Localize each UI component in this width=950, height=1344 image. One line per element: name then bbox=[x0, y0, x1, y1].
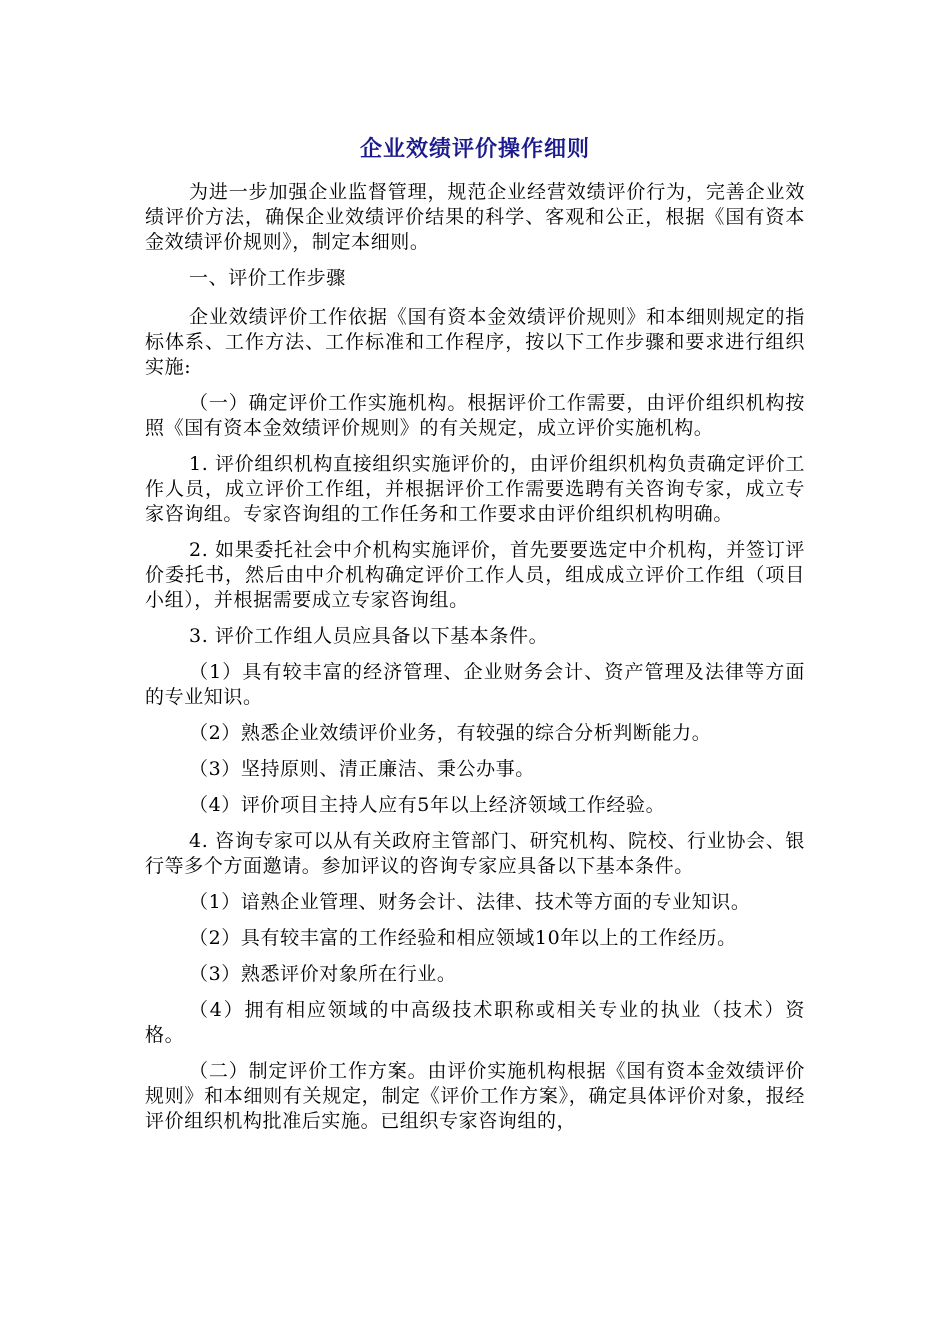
section-heading-1: 一、评价工作步骤 bbox=[189, 267, 346, 289]
list-item-4: 4. 咨询专家可以从有关政府主管部门、研究机构、院校、行业协会、银行等多个方面邀请。参加评议的咨询专家应具备以下基本条件。 bbox=[145, 830, 805, 877]
list-item-2: 2. 如果委托社会中介机构实施评价，首先要要选定中介机构，并签订评价委托书，然后由中介机构确定评价工作人员，组成成立评价工作组（项目小组），并根据需要成立专家咨询组。 bbox=[145, 539, 805, 611]
condition-item: （3）熟悉评价对象所在行业。 bbox=[189, 963, 457, 985]
condition-item: （2）具有较丰富的工作经验和相应领域10年以上的工作经历。 bbox=[189, 927, 737, 949]
condition-item: （1）谙熟企业管理、财务会计、法律、技术等方面的专业知识。 bbox=[189, 891, 751, 913]
paragraph: 企业效绩评价工作依据《国有资本金效绩评价规则》和本细则规定的指标体系、工作方法、工作标准和工作程序，按以下工作步骤和要求进行组织实施: bbox=[145, 306, 805, 378]
subsection-2: （二）制定评价工作方案。由评价实施机构根据《国有资本金效绩评价规则》和本细则有关规定，制定《评价工作方案》，确定具体评价对象，报经评价组织机构批准后实施。已组织专家咨询组的， bbox=[145, 1060, 805, 1132]
document-title: 企业效绩评价操作细则 bbox=[359, 136, 590, 162]
condition-item: （4）拥有相应领域的中高级技术职称或相关专业的执业（技术）资格。 bbox=[145, 999, 805, 1046]
paragraph-intro: 为进一步加强企业监督管理，规范企业经营效绩评价行为，完善企业效绩评价方法，确保企业效绩评价结果的科学、客观和公正，根据《国有资本金效绩评价规则》，制定本细则。 bbox=[145, 181, 805, 253]
list-item-1: 1. 评价组织机构直接组织实施评价的，由评价组织机构负责确定评价工作人员，成立评价工作组，并根据评价工作需要选聘有关咨询专家，成立专家咨询组。专家咨询组的工作任务和工作要求由评价组织机构明确。 bbox=[145, 453, 805, 525]
condition-item: （3）坚持原则、清正廉洁、秉公办事。 bbox=[189, 758, 535, 780]
list-item-3: 3. 评价工作组人员应具备以下基本条件。 bbox=[189, 625, 549, 647]
condition-item: （1）具有较丰富的经济管理、企业财务会计、资产管理及法律等方面的专业知识。 bbox=[145, 661, 805, 708]
condition-item: （4）评价项目主持人应有5年以上经济领域工作经验。 bbox=[189, 794, 666, 816]
condition-item: （2）熟悉企业效绩评价业务，有较强的综合分析判断能力。 bbox=[189, 722, 712, 744]
subsection-1: （一）确定评价工作实施机构。根据评价工作需要，由评价组织机构按照《国有资本金效绩评价规则》的有关规定，成立评价实施机构。 bbox=[145, 392, 805, 439]
document-body bbox=[145, 180, 805, 1145]
